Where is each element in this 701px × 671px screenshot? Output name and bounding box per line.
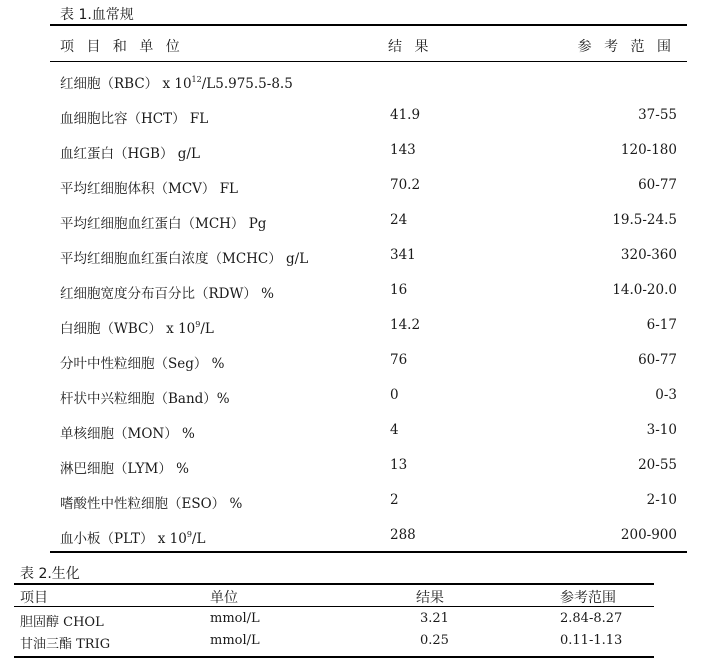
test-name (60, 317, 214, 337)
unit-exponent: 9 (195, 320, 201, 329)
reference-range: 14.0-20.0 (612, 282, 677, 298)
reference-range: 0-3 (655, 387, 677, 403)
table2-header-unit: 单位 (210, 590, 238, 606)
table2-header-result: 结果 (416, 590, 444, 606)
test-name-text: 血红蛋白（HGB） g/L (60, 146, 200, 162)
table-row (0, 317, 701, 352)
table2-top-rule (14, 583, 654, 585)
table-row (0, 387, 701, 422)
test-name (60, 527, 205, 547)
table-row (0, 492, 701, 527)
unit-suffix: /L (191, 531, 206, 547)
reference-range: 320-360 (620, 247, 677, 263)
reference-range: 60-77 (638, 177, 677, 193)
table-row (0, 247, 701, 282)
table-row (0, 107, 701, 142)
test-result: 4 (390, 422, 399, 438)
test-result: 2 (390, 492, 399, 508)
test-name (60, 492, 242, 512)
table1-header-item: 项 目 和 单 位 (60, 39, 184, 55)
table-row (0, 352, 701, 387)
test-name-text: 平均红细胞体积（MCV） FL (60, 181, 239, 197)
table1-caption: 表 1.血常规 (60, 7, 134, 23)
reference-range: 120-180 (620, 142, 677, 158)
test-name (60, 282, 274, 302)
test-result: 14.2 (390, 317, 421, 333)
test-result: 24 (390, 212, 408, 228)
test-result: 143 (390, 142, 416, 158)
table2-caption: 表 2.生化 (20, 566, 80, 582)
table-row (0, 633, 701, 655)
test-name-text: 白细胞（WBC） x 10 (60, 321, 196, 337)
reference-range: 37-55 (638, 107, 677, 123)
test-result: 76 (390, 352, 408, 368)
test-name (60, 387, 230, 407)
table1-header-rule (50, 61, 687, 62)
table-row (0, 72, 701, 107)
table2-header-rule (14, 606, 654, 607)
reference-range: 6-17 (646, 317, 677, 333)
table2-header-range: 参考范围 (560, 590, 616, 606)
table-row (0, 142, 701, 177)
table1-top-rule (50, 24, 687, 26)
reference-range: 2-10 (646, 492, 677, 508)
test-unit: mmol/L (210, 633, 260, 648)
test-unit: mmol/L (210, 611, 260, 626)
test-name-text: 分叶中性粒细胞（Seg） % (60, 356, 225, 372)
test-result: 70.2 (390, 177, 421, 193)
test-name-text: 血小板（PLT） x 10 (60, 531, 187, 547)
table-row (0, 282, 701, 317)
test-result: 0.25 (420, 633, 449, 648)
test-result: 13 (390, 457, 408, 473)
test-name-text: 血细胞比容（HCT） FL (60, 111, 209, 127)
reference-range: 3-10 (646, 422, 677, 438)
unit-exponent: 9 (186, 530, 192, 539)
test-result: 41.9 (390, 107, 421, 123)
table-row (0, 527, 701, 562)
test-name-text: 平均红细胞血红蛋白浓度（MCHC） g/L (60, 251, 309, 267)
test-name: 胆固醇 CHOL (20, 615, 104, 630)
table2-header-item: 项目 (20, 590, 48, 606)
test-name-text: 单核细胞（MON） % (60, 426, 195, 442)
test-name-text: 红细胞宽度分布百分比（RDW） % (60, 286, 274, 302)
unit-exponent: 12 (191, 75, 202, 84)
table1-header-range: 参 考 范 围 (577, 39, 675, 55)
test-result: 3.21 (420, 611, 449, 626)
table2-bottom-rule (14, 656, 654, 658)
reference-range: 0.11-1.13 (560, 633, 623, 648)
test-name (60, 142, 200, 162)
unit-suffix: /L (200, 321, 214, 337)
test-result: 0 (390, 387, 399, 403)
table-row (0, 611, 701, 633)
reference-range: 20-55 (638, 457, 677, 473)
test-name-text: 杆状中兴粒细胞（Band）% (60, 391, 230, 407)
test-name (60, 457, 189, 477)
table-row (0, 212, 701, 247)
table-row (0, 422, 701, 457)
test-name-text: 嗜酸性中性粒细胞（ESO） % (60, 496, 243, 512)
test-name (60, 212, 266, 232)
test-name (60, 72, 293, 92)
test-name-text: 淋巴细胞（LYM） % (60, 461, 189, 477)
test-name (60, 422, 195, 442)
test-name (60, 177, 238, 197)
table-row (0, 177, 701, 212)
test-result: 341 (390, 247, 416, 263)
unit-suffix: /L5.975.5-8.5 (201, 76, 293, 92)
test-result: 16 (390, 282, 408, 298)
test-name (60, 107, 208, 127)
test-result: 288 (390, 527, 416, 543)
table1-header-result: 结 果 (388, 39, 433, 55)
reference-range: 60-77 (638, 352, 677, 368)
test-name-text: 平均红细胞血红蛋白（MCH） Pg (60, 216, 267, 232)
reference-range: 19.5-24.5 (612, 212, 677, 228)
test-name-text: 红细胞（RBC） x 10 (60, 76, 192, 92)
test-name: 甘油三酯 TRIG (20, 637, 111, 652)
reference-range: 2.84-8.27 (560, 611, 623, 626)
table1-bottom-rule (50, 551, 687, 553)
reference-range: 200-900 (620, 527, 677, 543)
test-name (60, 247, 308, 267)
test-name (60, 352, 225, 372)
table-row (0, 457, 701, 492)
